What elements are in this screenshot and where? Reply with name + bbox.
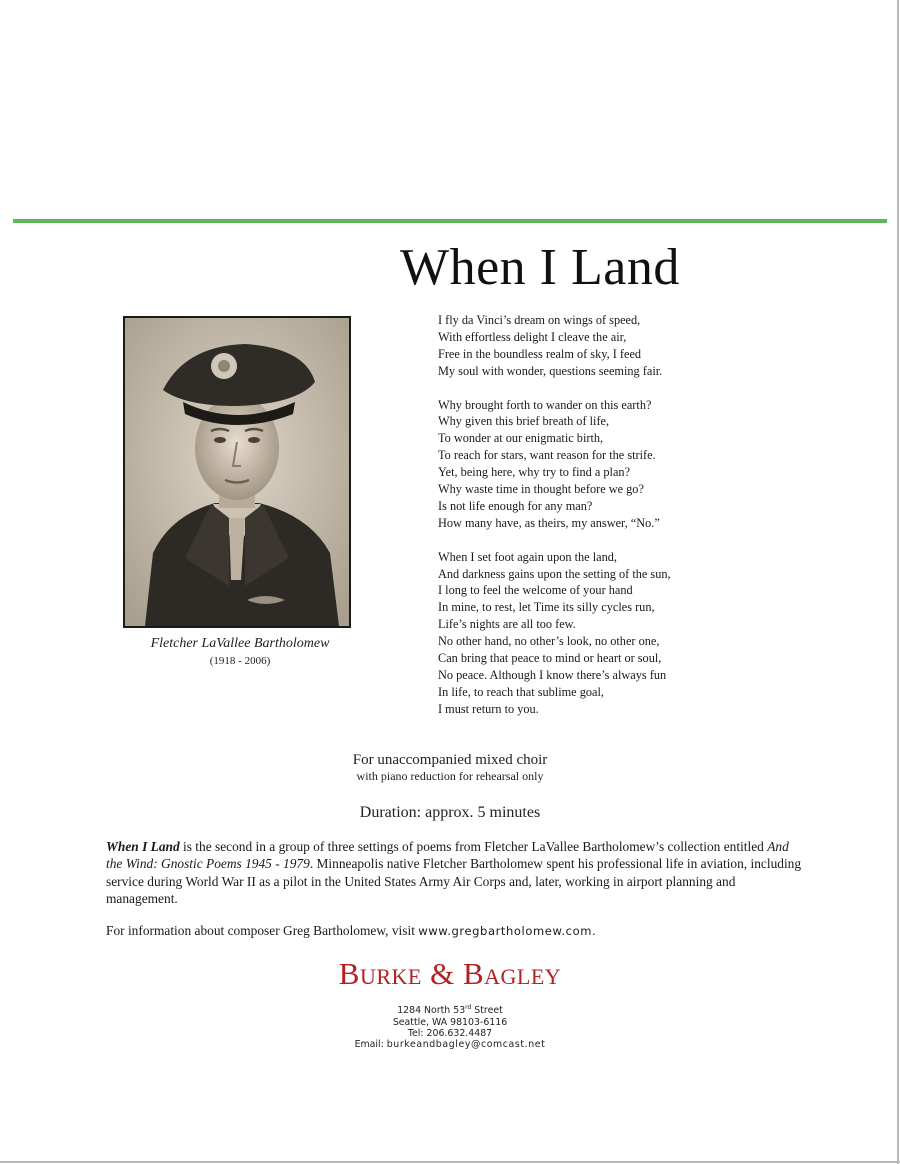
description-collection: And the Wind: Gnostic Poems 1945 - 1979 [106, 839, 789, 872]
poem-line: With effortless delight I cleave the air, [438, 329, 627, 344]
poem-text [438, 312, 768, 735]
poem-line: Yet, being here, why try to find a plan? [438, 465, 631, 480]
poem-line: When I set foot again upon the land, [438, 549, 617, 564]
publisher-address [250, 1002, 650, 1051]
poem-line: Why brought forth to wander on this earth? [438, 397, 652, 412]
poem-line: To wonder at our enigmatic birth, [438, 431, 604, 446]
poem-stanza [438, 549, 768, 718]
portrait-photo [123, 316, 351, 628]
address-tel: Tel: 206.632.4487 [407, 1027, 493, 1039]
poem-line: To reach for stars, want reason for the strife. [438, 448, 656, 463]
email-link[interactable]: burkeandbagley@comcast.net [386, 1039, 546, 1051]
instrumentation-main: For unaccompanied mixed choir [352, 752, 548, 768]
page-frame-bottom [0, 1161, 900, 1163]
poem-line: How many have, as theirs, my answer, “No.” [438, 515, 660, 530]
poem-line: In life, to reach that sublime goal, [438, 684, 604, 699]
instrumentation-sub: with piano reduction for rehearsal only [356, 769, 544, 783]
description-title: When I Land [106, 839, 180, 854]
publisher-name: Burke & Bagley [338, 956, 562, 991]
address-city: Seattle, WA 98103-6116 [392, 1016, 508, 1028]
composer-website-link[interactable]: www.gregbartholomew.com. [418, 924, 597, 938]
poem-line: Why given this brief breath of life, [438, 414, 610, 429]
poem-line: I must return to you. [438, 701, 539, 716]
poem-line: Is not life enough for any man? [438, 498, 593, 513]
address-email [250, 1039, 650, 1050]
poem-line: No other hand, no other’s look, no other one, [438, 634, 660, 649]
poem-line: Free in the boundless realm of sky, I feed [438, 346, 642, 361]
description-paragraph [106, 838, 806, 907]
description-text-2: . Minneapolis native Fletcher Bartholomew spent his professional life in aviation, including service during World War II as a pilot in the United States Army Air Corps and, later, working in airport planning and management. [106, 856, 802, 906]
poem-line: Why waste time in thought before we go? [438, 482, 644, 497]
page-title: When I Land [400, 239, 680, 296]
poem-stanza [438, 397, 768, 532]
poem-line: In mine, to rest, let Time its silly cycles run, [438, 600, 655, 615]
info-text: For information about composer Greg Bartholomew, visit [106, 923, 419, 938]
email-label: Email: [354, 1039, 387, 1051]
poem-line: My soul with wonder, questions seeming fair. [438, 363, 663, 378]
description-text-1: is the second in a group of three settings of poems from Fletcher LaVallee Bartholomew’s collection entitled [179, 839, 768, 854]
address-street-suffix: Street [471, 1005, 503, 1017]
photo-caption-name: Fletcher LaVallee Bartholomew [150, 636, 330, 651]
address-street-ordinal: rd [465, 1004, 472, 1011]
poem-stanza [438, 312, 768, 380]
poem-line: I fly da Vinci’s dream on wings of speed, [438, 313, 641, 327]
instrumentation [250, 751, 650, 784]
page-frame-right [897, 0, 899, 1164]
poem-line: No peace. Although I know there’s always fun [438, 668, 667, 682]
info-line [106, 922, 806, 940]
poem-line: Can bring that peace to mind or heart or soul, [438, 651, 662, 666]
poem-line: And darkness gains upon the setting of the sun, [438, 566, 671, 581]
address-street [250, 1002, 650, 1017]
photo-caption-years: (1918 - 2006) [209, 655, 271, 667]
header-rule [13, 219, 887, 223]
duration: Duration: approx. 5 minutes [359, 804, 541, 821]
address-street-number: 1284 North 53 [397, 1005, 466, 1017]
poem-line: Life’s nights are all too few. [438, 617, 576, 632]
poem-line: I long to feel the welcome of your hand [438, 583, 633, 598]
